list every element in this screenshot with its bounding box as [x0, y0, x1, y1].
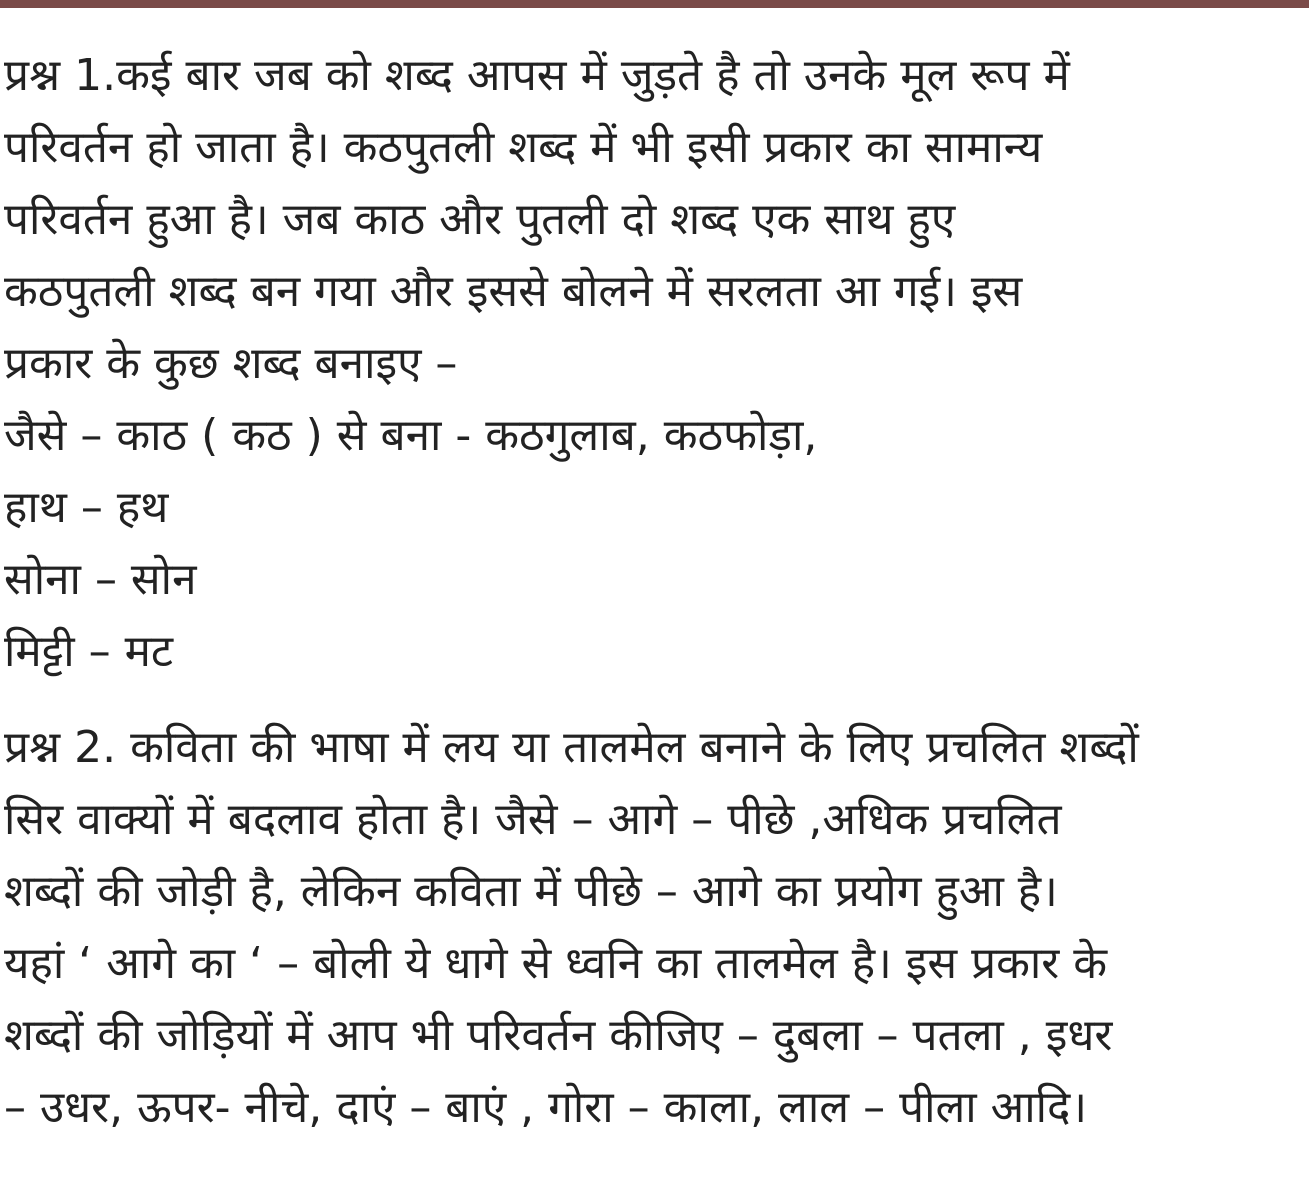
- question-2-line: प्रश्न 2. कविता की भाषा में लय या तालमेल बनाने के लिए प्रचलित शब्दों: [4, 722, 1139, 773]
- question-2-line: सिर वाक्यों में बदलाव होता है। जैसे – आगे – पीछे ,अधिक प्रचलित: [4, 794, 1062, 845]
- question-1-line: प्रश्न 1.कई बार जब को शब्द आपस में जुड़ते है तो उनके मूल रूप में: [4, 50, 1070, 101]
- question-1-line: प्रकार के कुछ शब्द बनाइए –: [4, 338, 458, 389]
- top-divider: [0, 0, 1309, 8]
- question-1: [4, 40, 1304, 688]
- example-line: मिट्टी – मट: [4, 626, 174, 677]
- example-line: जैसे – काठ ( कठ ) से बना - कठगुलाब, कठफोड़ा,: [4, 410, 818, 461]
- question-2-line: शब्दों की जोड़ियों में आप भी परिवर्तन कीजिए – दुबला – पतला , इधर: [4, 1010, 1113, 1061]
- question-2: [4, 712, 1304, 1144]
- question-2-line: शब्दों की जोड़ी है, लेकिन कविता में पीछे – आगे का प्रयोग हुआ है।: [4, 866, 1058, 917]
- question-1-line: परिवर्तन हो जाता है। कठपुतली शब्द में भी इसी प्रकार का सामान्य: [4, 122, 1043, 173]
- section-gap: [4, 688, 1304, 712]
- question-1-line: परिवर्तन हुआ है। जब काठ और पुतली दो शब्द एक साथ हुए: [4, 194, 956, 245]
- document-body: [4, 40, 1304, 1144]
- example-line: हाथ – हथ: [4, 482, 169, 533]
- question-2-line: – उधर, ऊपर- नीचे, दाएं – बाएं , गोरा – काला, लाल – पीला आदि।: [4, 1082, 1088, 1133]
- example-line: सोना – सोन: [4, 554, 197, 605]
- question-1-line: कठपुतली शब्द बन गया और इससे बोलने में सरलता आ गई। इस: [4, 266, 1023, 317]
- question-2-line: यहां ‘ आगे का ‘ – बोली ये धागे से ध्वनि का तालमेल है। इस प्रकार के: [4, 938, 1108, 989]
